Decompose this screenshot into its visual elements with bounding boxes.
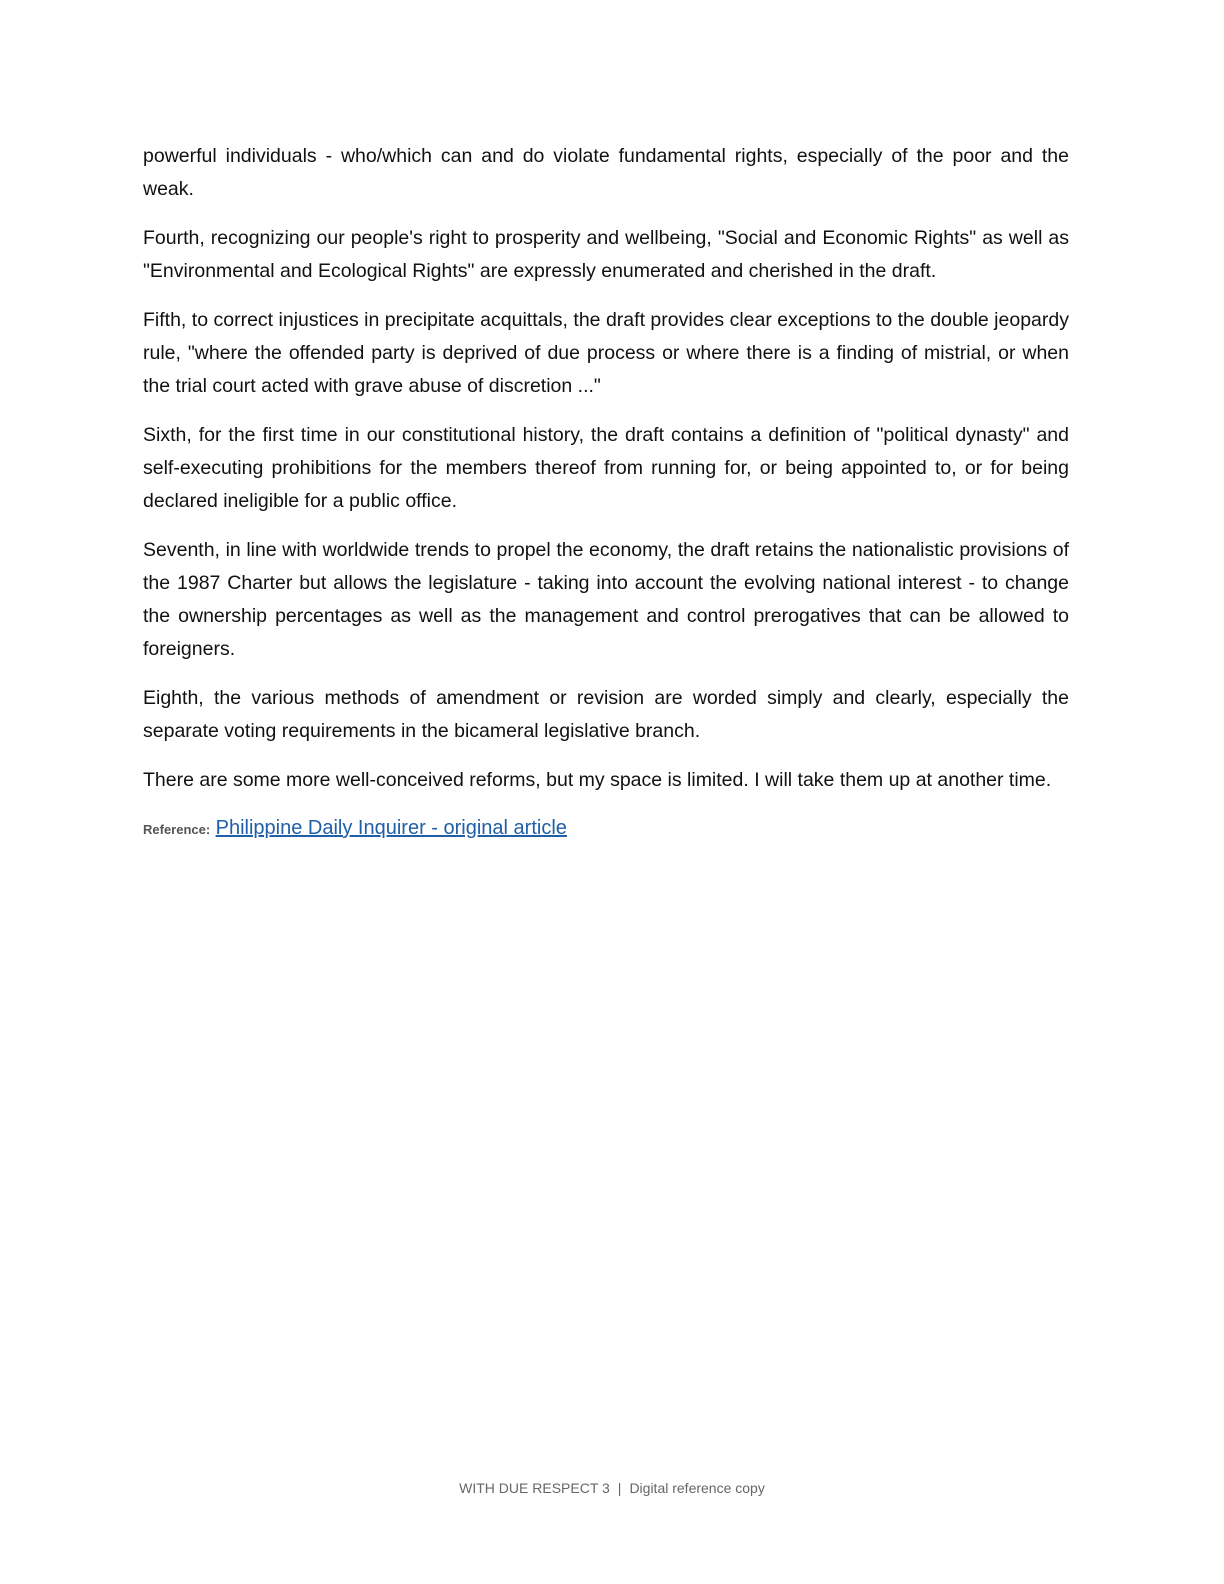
footer-title: WITH DUE RESPECT 3 xyxy=(459,1480,610,1496)
document-body xyxy=(143,140,1069,845)
reference-line xyxy=(143,813,1069,845)
paragraph-sixth: Sixth, for the first time in our constitutional history, the draft contains a definition of "political dynasty" and self-executing prohibitions for the members thereof from running for, or being appointed to, or for being declared ineligible for a public office. xyxy=(143,424,1069,512)
paragraph-continuation: powerful individuals - who/which can and do violate fundamental rights, especially of the poor and the weak. xyxy=(143,145,1069,200)
page-footer xyxy=(0,1478,1224,1498)
reference-link[interactable]: Philippine Daily Inquirer - original article xyxy=(215,817,567,839)
paragraph-fourth: Fourth, recognizing our people's right to prosperity and wellbeing, "Social and Economic Rights" as well as "Environmental and Ecological Rights" are expressly enumerated and cherished in the draft. xyxy=(143,227,1069,282)
paragraph-closing: There are some more well-conceived reforms, but my space is limited. I will take them up at another time. xyxy=(143,769,1052,791)
paragraph-fifth: Fifth, to correct injustices in precipitate acquittals, the draft provides clear exceptions to the double jeopardy rule, "where the offended party is deprived of due process or where there is a finding of mistrial, or when the trial court acted with grave abuse of discretion ..." xyxy=(143,309,1069,397)
footer-note: Digital reference copy xyxy=(629,1480,765,1496)
footer-separator: | xyxy=(617,1480,622,1496)
paragraph-eighth: Eighth, the various methods of amendment or revision are worded simply and clearly, especially the separate voting requirements in the bicameral legislative branch. xyxy=(143,687,1069,742)
paragraph-seventh: Seventh, in line with worldwide trends to propel the economy, the draft retains the nationalistic provisions of the 1987 Charter but allows the legislature - taking into account the evolving national interest - to change the ownership percentages as well as the management and control prerogatives that can be allowed to foreigners. xyxy=(143,539,1069,660)
reference-label: Reference: xyxy=(143,822,211,837)
